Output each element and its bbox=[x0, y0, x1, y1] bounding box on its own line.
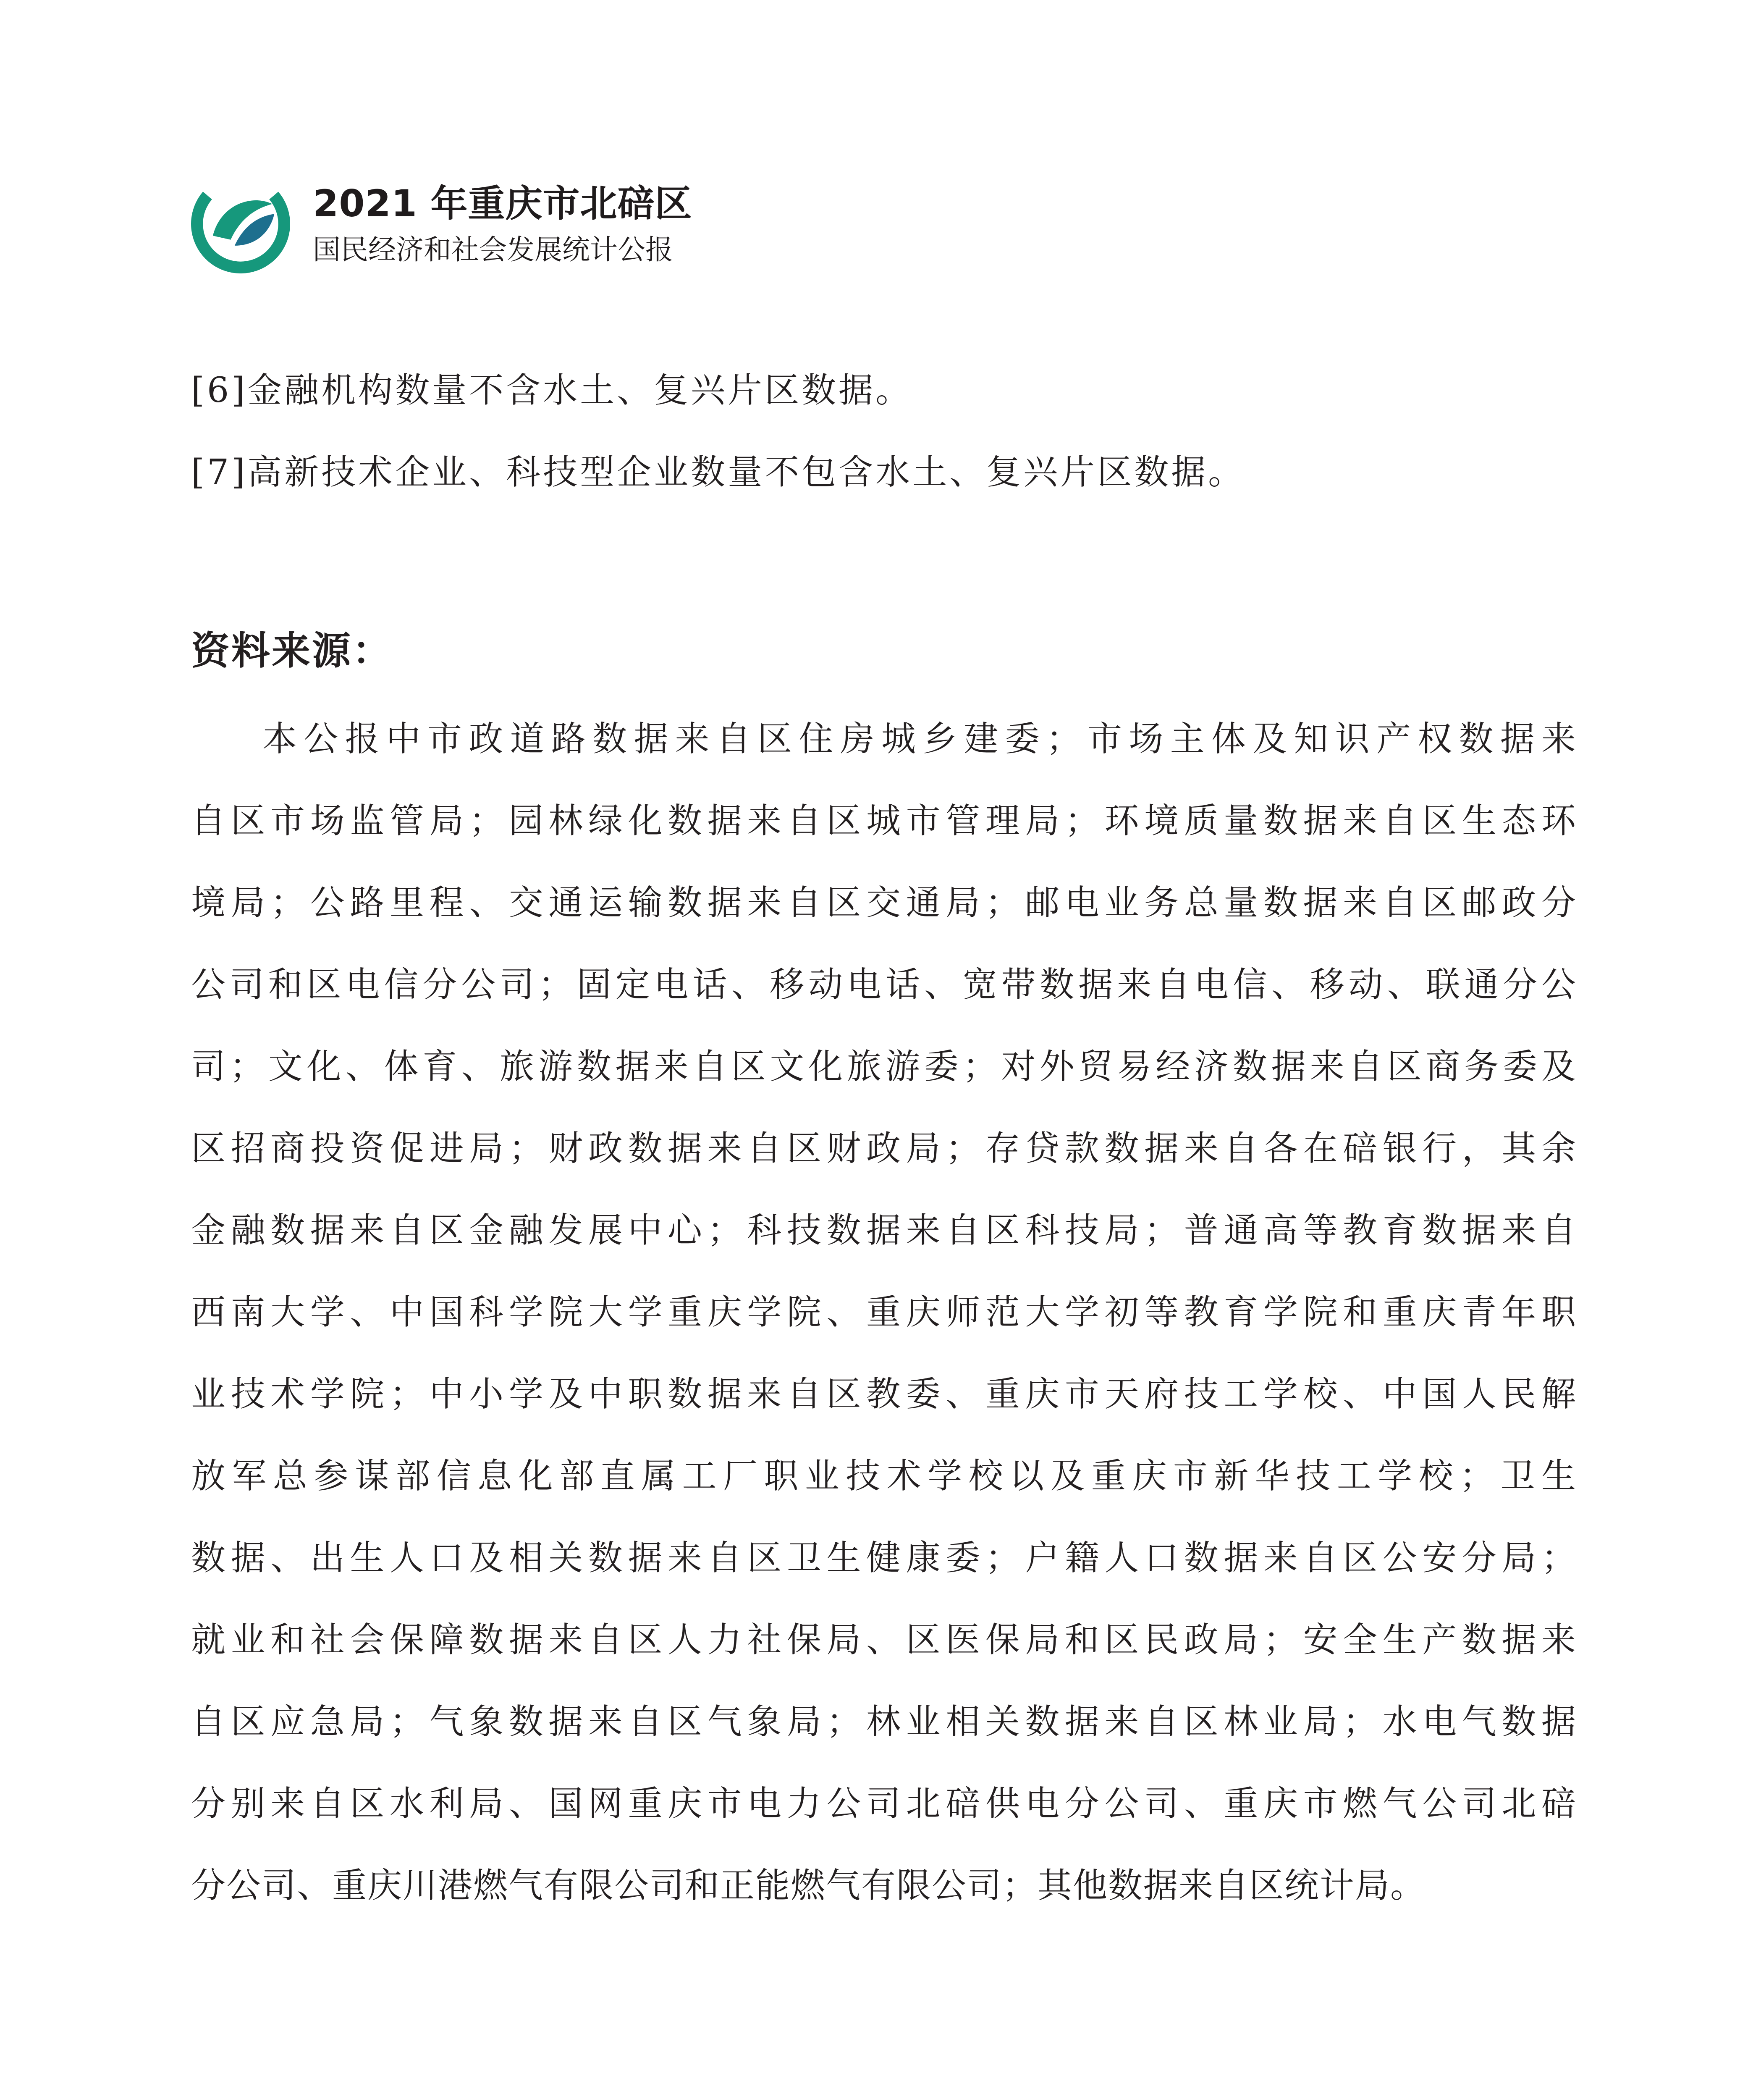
paragraph-line: 放军总参谋部信息化部直属工厂职业技术学校以及重庆市新华技工学校；卫生 bbox=[191, 1456, 1577, 1496]
paragraph-line: 西南大学、中国科学院大学重庆学院、重庆师范大学初等教育学院和重庆青年职 bbox=[191, 1292, 1577, 1332]
bulletin-logo-icon bbox=[191, 174, 290, 273]
paragraph-line: 就业和社会保障数据来自区人力社保局、区医保局和区民政局；安全生产数据来 bbox=[191, 1620, 1577, 1660]
sources-paragraph bbox=[191, 718, 1577, 1947]
paragraph-line: 自区应急局；气象数据来自区气象局；林业相关数据来自区林业局；水电气数据 bbox=[191, 1702, 1577, 1742]
paragraph-line: 区招商投资促进局；财政数据来自区财政局；存贷款数据来自各在碚银行，其余 bbox=[191, 1129, 1577, 1168]
paragraph-line: 业技术学院；中小学及中职数据来自区教委、重庆市天府技工学校、中国人民解 bbox=[191, 1374, 1577, 1414]
paragraph-line: 金融数据来自区金融发展中心；科技数据来自区科技局；普通高等教育数据来自 bbox=[191, 1210, 1577, 1250]
paragraph-line: 分别来自区水利局、国网重庆市电力公司北碚供电分公司、重庆市燃气公司北碚 bbox=[191, 1784, 1577, 1824]
bulletin-title: 2021 年重庆市北碚区 bbox=[313, 182, 692, 225]
footnote-7: [7]高新技术企业、科技型企业数量不包含水土、复兴片区数据。 bbox=[191, 452, 1245, 492]
paragraph-line: 司；文化、体育、旅游数据来自区文化旅游委；对外贸易经济数据来自区商务委及 bbox=[191, 1047, 1577, 1087]
paragraph-line: 分公司、重庆川港燃气有限公司和正能燃气有限公司；其他数据来自区统计局。 bbox=[191, 1866, 1426, 1906]
paragraph-line: 数据、出生人口及相关数据来自区卫生健康委；户籍人口数据来自区公安分局； bbox=[191, 1538, 1577, 1578]
bulletin-subtitle: 国民经济和社会发展统计公报 bbox=[313, 234, 673, 266]
paragraph-line: 境局；公路里程、交通运输数据来自区交通局；邮电业务总量数据来自区邮政分 bbox=[191, 883, 1577, 923]
footnote-6: [6]金融机构数量不含水土、复兴片区数据。 bbox=[191, 370, 913, 410]
sources-heading: 资料来源： bbox=[191, 628, 393, 673]
page-header bbox=[191, 174, 737, 279]
paragraph-line: 本公报中市政道路数据来自区住房城乡建委；市场主体及知识产权数据来 bbox=[262, 719, 1577, 759]
paragraph-line: 公司和区电信分公司；固定电话、移动电话、宽带数据来自电信、移动、联通分公 bbox=[191, 965, 1577, 1005]
paragraph-line: 自区市场监管局；园林绿化数据来自区城市管理局；环境质量数据来自区生态环 bbox=[191, 801, 1577, 841]
footnotes bbox=[191, 370, 1577, 533]
